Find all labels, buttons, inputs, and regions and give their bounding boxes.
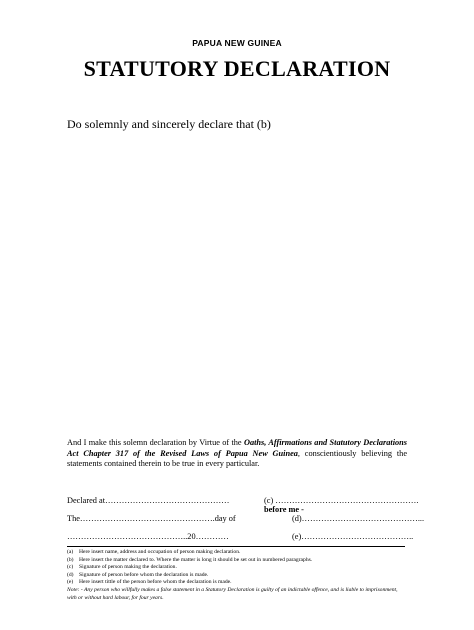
footnote-key: (e) <box>67 579 74 586</box>
footnote-text: Here insert name, address and occupation of person making declaration. <box>79 549 241 555</box>
notes-divider <box>67 546 405 547</box>
declared-at-field[interactable]: Declared at……………………………………… <box>67 496 230 505</box>
statement-act: Oaths, Affirmations and Statutory Declarations Act Chapter 317 of the Revised Laws of Papua New Guinea <box>67 438 407 458</box>
footnotes <box>67 549 407 602</box>
day-field[interactable]: The………………………………………….day of <box>67 514 236 523</box>
country-heading: PAPUA NEW GUINEA <box>192 38 282 48</box>
page-title: STATUTORY DECLARATION <box>83 56 391 81</box>
statement-pre: And I make this solemn declaration by Virtue of the <box>67 438 244 447</box>
footnote <box>67 549 407 557</box>
statement-post: , conscientiously believing the statements contained therein to be true in every particular. <box>67 448 407 469</box>
footnote-text: Here insert tittle of the person before whom the declaration is made. <box>79 579 232 586</box>
footnote-text: Signature of person before whom the declaration is made. <box>79 571 209 578</box>
before-me-label: before me - <box>264 505 304 514</box>
footnote-key: (b) <box>67 556 74 563</box>
footnote-key: (a) <box>67 549 74 555</box>
declaration-statement <box>67 438 407 470</box>
year-field[interactable]: ……………………………………..20………… <box>67 532 229 541</box>
footnote-key: (d) <box>67 571 74 578</box>
footnote <box>67 564 407 572</box>
signature-declarant-field[interactable]: (c) ……………………………………………. <box>264 496 419 505</box>
signature-witness-field[interactable]: (d)……………………………………... <box>292 514 425 523</box>
witness-title-field[interactable]: (e)………………………………….. <box>292 532 414 541</box>
footnote-key: (c) <box>67 564 74 571</box>
footnote <box>67 579 407 587</box>
declaration-intro: Do solemnly and sincerely declare that (b) <box>67 117 271 131</box>
footnote-text: Signature of person making the declaration. <box>79 564 177 571</box>
legal-note: Note: - Any person who willfully makes a false statement in a Statutory Declaration is guilty of an indictable offence, and is liable to imprisonment, with or without hard labour, for four years. <box>67 586 398 601</box>
footnote-text: Here insert the matter declared to. Where the matter is long it should be set out in numbered paragraphs. <box>79 556 313 563</box>
